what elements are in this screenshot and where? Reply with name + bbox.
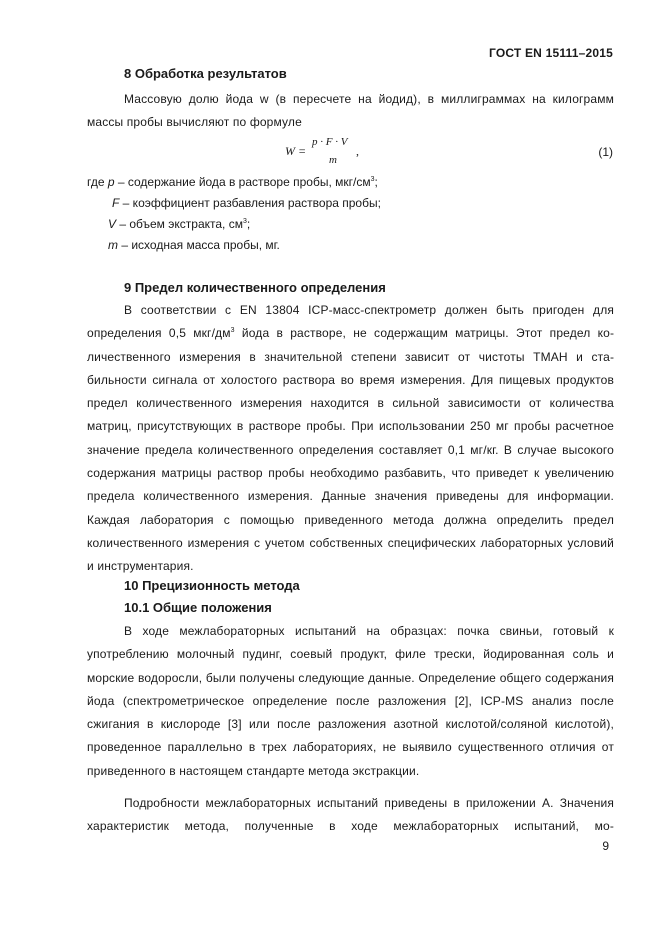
punctuation: ;	[374, 175, 378, 189]
variable-symbol: p	[107, 175, 115, 189]
variable-symbol: F	[112, 196, 120, 210]
unit-superscript: 3	[242, 218, 247, 225]
page-number: 9	[602, 839, 609, 853]
section-9-title: 9 Предел количественного определения	[124, 280, 386, 295]
paragraph-text: йода в растворе, не содержащим матрицы. Этот предел количественного измерения в значительной степени зависит от чистоты ТМАН и стабильности сигнала от холостого раствора во время измерения. Для пищевых продуктов предел количественного измерения находится в сильной зависимости от количества матриц, присутствующих в растворе пробы. При использовании 250 мг пробы расчетное значение предела количественного определения составляет 0,1 мг/кг. В случае высокого содержания матрицы раствор пробы необходимо разбавить, что приведет к увеличению предела количественного измерения. Данные значения приведены для информации. Каждая лаборатория с помощью приведенного метода должна определить предел количественного измерения с учетом собственных специфических лабораторных условий и инструментария.	[87, 326, 615, 574]
section-10-paragraph-1: В ходе межлабораторных испытаний на образцах: почка свиньи, готовый к употреблению молочный пудинг, соевый продукт, филе трески, йодированная соль и морские водоросли, были получены следующие данные. Определение общего содержания йода (спектрометрическое определение после разложения [2], ICP-MS анализ после сжигания в кислороде [3] или после разложения азотной кислотой/соляной кислотой), проведенное параллельно в трех лабораториях, не выявило существенного отличия от приведенного в настоящем стандарте метода экстракции.	[87, 624, 614, 778]
variable-line-p	[87, 172, 378, 193]
formula-denominator: m	[329, 154, 337, 166]
variable-line-f	[112, 193, 381, 214]
section-10-title: 10 Прецизионность метода	[124, 578, 300, 593]
fraction-bar	[312, 151, 352, 152]
variable-symbol: V	[108, 217, 117, 231]
section-8-intro: Массовую долю йода w (в пересчете на йодид), в миллиграммах на килограмм массы пробы вычисляют по формуле	[87, 92, 614, 130]
equation-number: (1)	[598, 145, 613, 159]
formula-comma: ,	[356, 144, 359, 158]
section-10-paragraph-2: Подробности межлабораторных испытаний приведены в приложении А. Значения характеристик метода, полученные в ходе межлабораторных испытаний, мо-	[87, 796, 614, 834]
variable-description: – объем экстракта, см	[116, 217, 243, 231]
variable-line-v	[108, 214, 250, 235]
section-10-1-title: 10.1 Общие положения	[124, 600, 272, 615]
formula-numerator: p · F · V	[312, 136, 348, 148]
variable-description: – исходная масса пробы, мг.	[118, 238, 280, 252]
paragraph-text: В соответствии с EN 13804 ICP-масс-спектрометр должен быть пригоден для определения 0,5 мкг/дм	[87, 303, 614, 341]
variable-symbol: m	[108, 238, 118, 252]
formula-lhs: W =	[285, 144, 307, 158]
standard-header: ГОСТ EN 15111–2015	[488, 46, 613, 60]
variable-line-m	[108, 235, 280, 256]
punctuation: ;	[246, 217, 251, 231]
variable-description: – коэффициент разбавления раствора пробы;	[119, 196, 381, 210]
section-9-paragraph	[87, 299, 614, 579]
unit-superscript: 3	[230, 327, 235, 335]
where-word: где	[87, 175, 108, 189]
section-8-title: 8 Обработка результатов	[124, 66, 287, 81]
formula-1	[285, 138, 385, 170]
unit-superscript: 3	[370, 176, 375, 183]
variable-description: – содержание йода в растворе пробы, мкг/см	[114, 175, 371, 189]
